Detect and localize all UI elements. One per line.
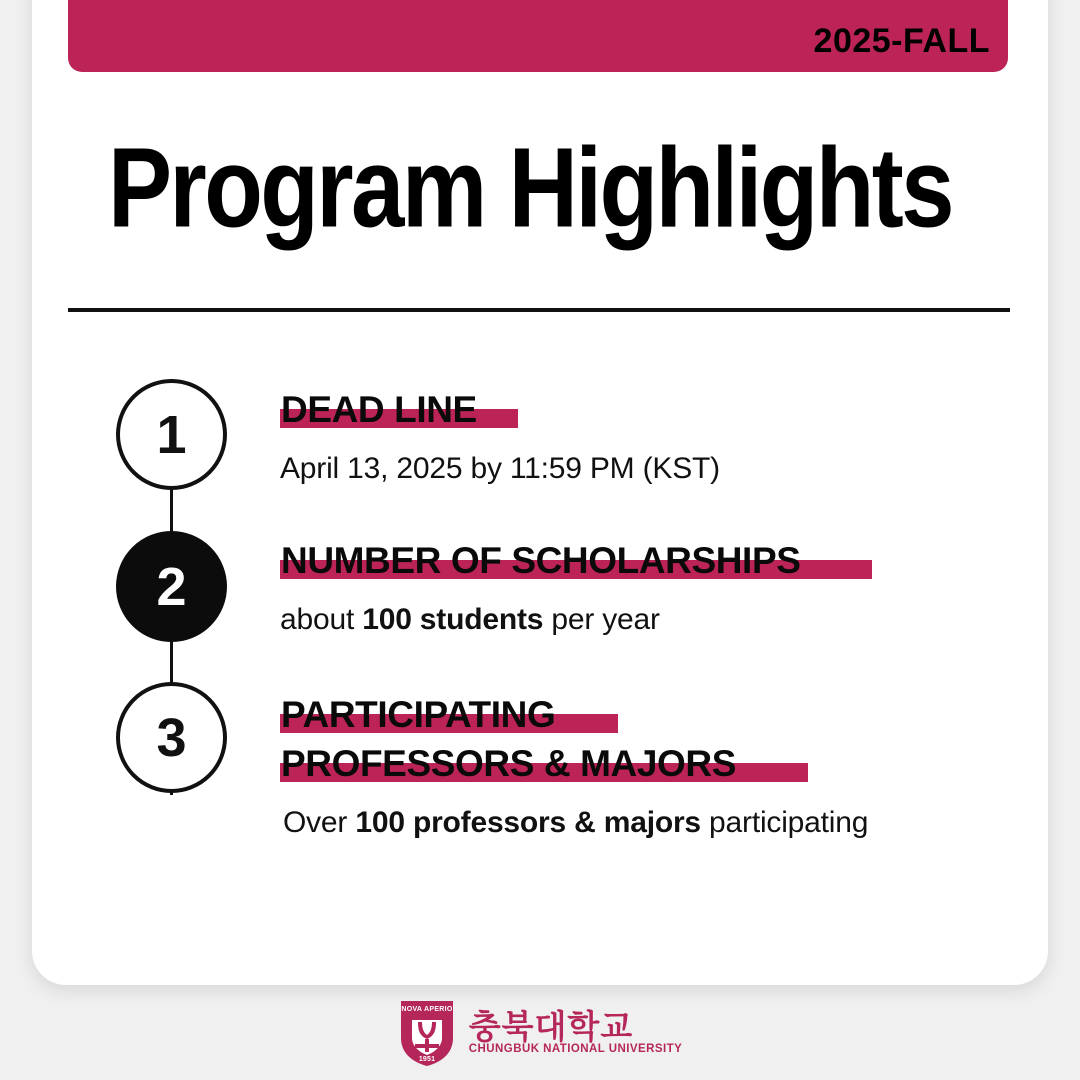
highlight-heading [280, 690, 868, 739]
university-name-kr: 충북대학교 [468, 1008, 634, 1046]
highlight-heading [280, 536, 801, 585]
highlight-item-scholarships [280, 536, 801, 639]
description-strong: 100 professors & majors [355, 806, 701, 840]
highlight-item-professors [280, 690, 868, 842]
timeline-node-3[interactable]: 3 [116, 682, 227, 793]
highlight-heading-text: PARTICIPATING [281, 694, 556, 735]
university-crest-icon [398, 998, 456, 1068]
highlight-item-deadline [280, 385, 720, 488]
university-name-block [469, 1010, 682, 1056]
content-card [32, 0, 1048, 985]
highlight-heading [280, 385, 720, 434]
description-strong: 100 students [362, 603, 544, 637]
svg-text:NOVA APERIO: NOVA APERIO [401, 1006, 453, 1013]
highlight-description [280, 601, 801, 639]
description-trail: participating [700, 806, 869, 840]
description-lead: about [280, 603, 363, 637]
timeline-node-2[interactable]: 2 [116, 531, 227, 642]
highlight-description [280, 804, 868, 842]
timeline [116, 379, 227, 795]
term-banner [68, 0, 1008, 72]
university-name-en: CHUNGBUK NATIONAL UNIVERSITY [468, 1043, 683, 1056]
description-lead: April 13, 2025 by 11:59 PM (KST) [280, 452, 720, 486]
description-lead: Over [283, 806, 356, 840]
description-trail: per year [543, 603, 660, 637]
page-title: Program Highlights [108, 124, 952, 252]
title-divider [68, 308, 1010, 312]
highlight-heading [280, 739, 868, 788]
svg-text:1951: 1951 [418, 1056, 435, 1063]
highlight-heading-text: NUMBER OF SCHOLARSHIPS [281, 540, 801, 581]
timeline-node-1[interactable]: 1 [116, 379, 227, 490]
term-label: 2025-FALL [813, 22, 990, 60]
university-logo-lockup [0, 998, 1080, 1068]
highlight-description [280, 450, 720, 488]
highlight-heading-text: PROFESSORS & MAJORS [281, 743, 736, 785]
highlight-heading-text: DEAD LINE [281, 389, 477, 430]
